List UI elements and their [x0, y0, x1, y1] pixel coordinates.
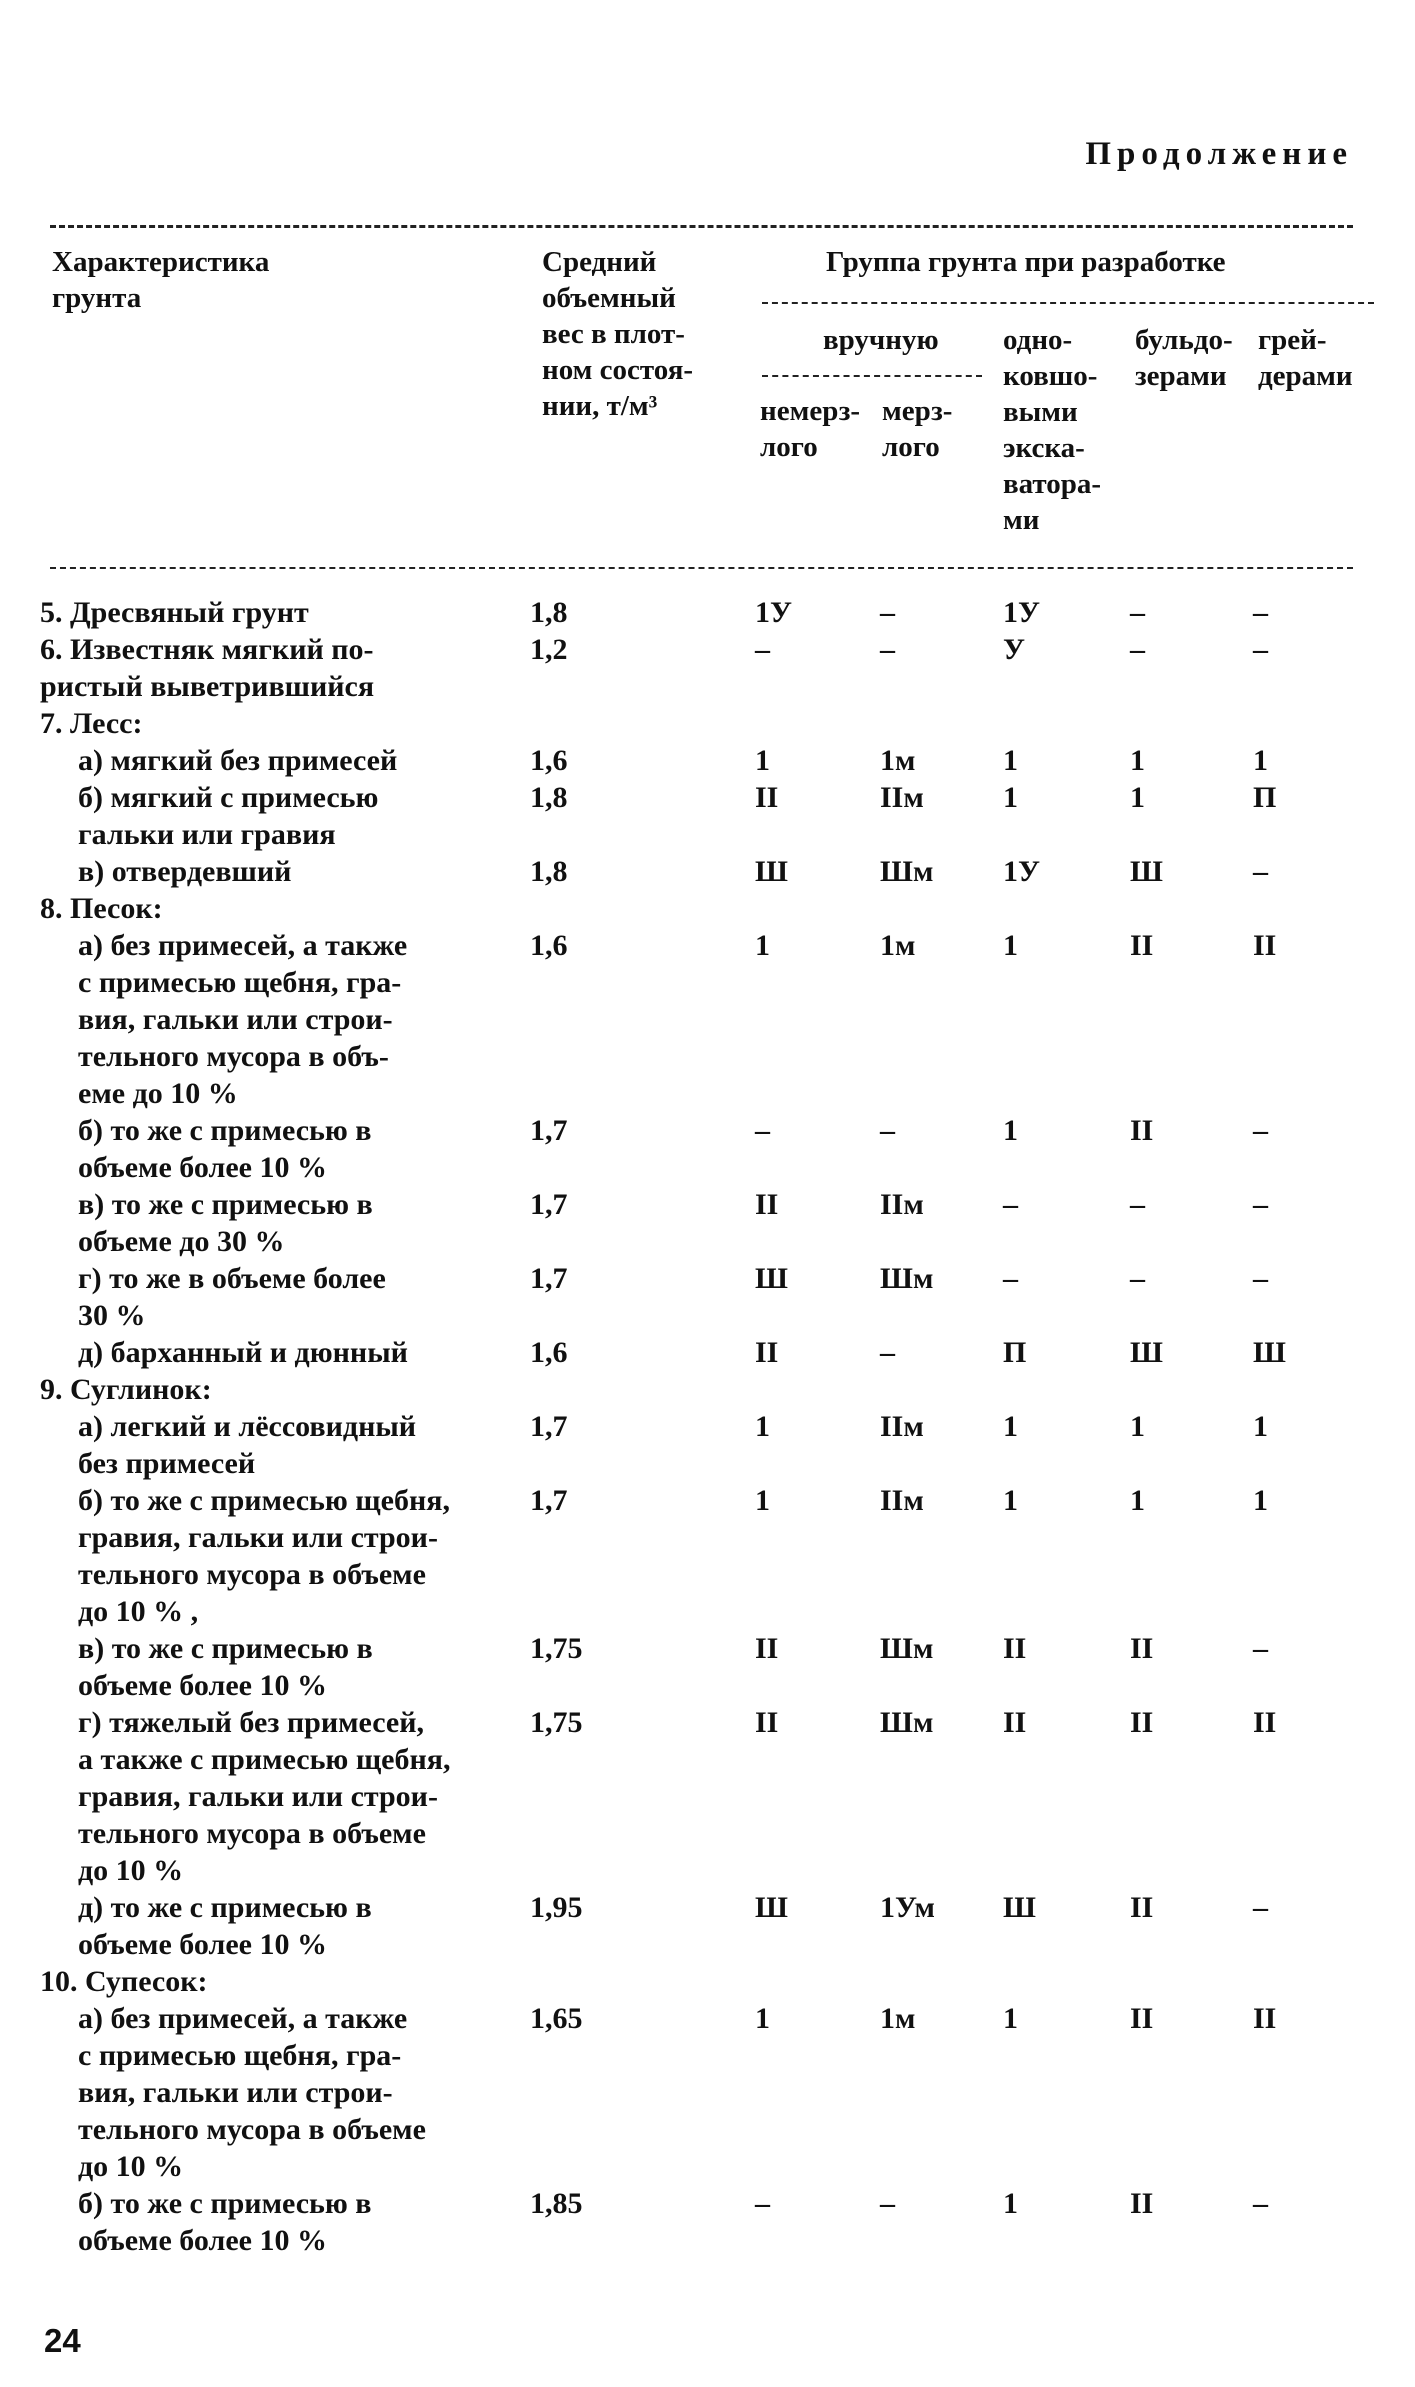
graders-cell: 1 [1253, 1484, 1268, 1517]
soil-characteristic-line: 10. Супесок: [40, 1965, 208, 1998]
soil-characteristic-line: вия, гальки или строи- [78, 1003, 393, 1036]
manual-frozen-cell: IIм [880, 1188, 924, 1221]
soil-characteristic-cell [78, 1186, 518, 1260]
soil-characteristic-line: а) без примесей, а также [78, 929, 408, 962]
bulldozers-cell: II [1130, 1891, 1154, 1924]
soil-characteristic-cell [78, 2185, 518, 2259]
header-characteristic: Характеристика грунта [52, 246, 270, 314]
bulldozers-cell: II [1130, 1114, 1154, 1147]
graders-cell: II [1253, 1706, 1277, 1739]
bulldozers-cell: II [1130, 2187, 1154, 2220]
manual-frozen-cell: 1м [880, 929, 916, 962]
bulldozers-cell: – [1130, 633, 1145, 666]
manual-frozen-cell: 1м [880, 2002, 916, 2035]
manual-frozen-cell: Шм [880, 1706, 934, 1739]
header-graders: грей- дерами [1258, 324, 1353, 392]
density-cell: 1,7 [530, 1484, 568, 1517]
manual-frozen-cell: Шм [880, 855, 934, 888]
soil-characteristic-line: д) барханный и дюнный [78, 1336, 408, 1369]
excavators-cell: Ш [1003, 1891, 1036, 1924]
soil-characteristic-cell [40, 1371, 510, 1408]
soil-characteristic-cell [78, 1260, 518, 1334]
bulldozers-cell: – [1130, 1188, 1145, 1221]
table-header-rule [50, 567, 1353, 569]
header-frozen: мерз- лого [882, 395, 953, 463]
graders-cell: II [1253, 2002, 1277, 2035]
soil-characteristic-cell [78, 1482, 518, 1630]
bulldozers-cell: II [1130, 2002, 1154, 2035]
manual-frozen-cell: IIм [880, 1410, 924, 1443]
manual-unfrozen-cell: II [755, 1632, 779, 1665]
graders-cell: – [1253, 855, 1268, 888]
graders-cell: 1 [1253, 744, 1268, 777]
manual-unfrozen-cell: 1 [755, 744, 770, 777]
soil-characteristic-line: а) легкий и лёссовидный [78, 1410, 417, 1443]
manual-frozen-cell: – [880, 1336, 895, 1369]
manual-unfrozen-cell: Ш [755, 1891, 788, 1924]
manual-unfrozen-cell: 1 [755, 2002, 770, 2035]
density-cell: 1,7 [530, 1262, 568, 1295]
soil-characteristic-line: ристый выветрившийся [40, 670, 375, 703]
manual-frozen-cell: Шм [880, 1262, 934, 1295]
soil-characteristic-line: тельного мусора в объеме [78, 2113, 426, 2146]
soil-characteristic-line: до 10 % [78, 1854, 184, 1887]
excavators-cell: П [1003, 1336, 1027, 1369]
soil-characteristic-line: объеме более 10 % [78, 1669, 327, 1702]
bulldozers-cell: Ш [1130, 1336, 1163, 1369]
manual-unfrozen-cell: – [755, 1114, 770, 1147]
excavators-cell: 1У [1003, 855, 1041, 888]
excavators-cell: II [1003, 1706, 1027, 1739]
bulldozers-cell: 1 [1130, 1410, 1145, 1443]
bulldozers-cell: II [1130, 929, 1154, 962]
soil-characteristic-line: г) то же в объеме более [78, 1262, 386, 1295]
density-cell: 1,85 [530, 2187, 583, 2220]
soil-characteristic-line: б) то же с примесью щебня, [78, 1484, 450, 1517]
soil-characteristic-line: 30 % [78, 1299, 146, 1332]
soil-characteristic-line: 6. Известняк мягкий по- [40, 633, 374, 666]
graders-cell: II [1253, 929, 1277, 962]
soil-characteristic-line: б) то же с примесью в [78, 2187, 372, 2220]
bulldozers-cell: 1 [1130, 781, 1145, 814]
manual-unfrozen-cell: 1 [755, 929, 770, 962]
density-cell: 1,75 [530, 1706, 583, 1739]
soil-characteristic-line: а) без примесей, а также [78, 2002, 408, 2035]
soil-characteristic-cell [78, 742, 518, 779]
soil-characteristic-line: объеме более 10 % [78, 2224, 327, 2257]
soil-characteristic-cell [40, 631, 510, 705]
soil-characteristic-cell [78, 927, 518, 1112]
soil-characteristic-cell [40, 594, 510, 631]
excavators-cell: – [1003, 1188, 1018, 1221]
soil-characteristic-line: до 10 % , [78, 1595, 199, 1628]
header-density: Средний объемный вес в плот- ном состоя- нии, т/м³ [542, 246, 694, 422]
manual-frozen-cell: Шм [880, 1632, 934, 1665]
density-cell: 1,7 [530, 1188, 568, 1221]
manual-frozen-cell: – [880, 633, 895, 666]
header-excavators: одно- ковшо- выми экска- ватора- ми [1003, 324, 1102, 536]
excavators-cell: 1 [1003, 2187, 1018, 2220]
soil-characteristic-line: в) то же с примесью в [78, 1188, 373, 1221]
density-cell: 1,6 [530, 929, 568, 962]
graders-cell: – [1253, 596, 1268, 629]
header-manual: вручную [823, 324, 939, 356]
manual-frozen-cell: IIм [880, 1484, 924, 1517]
header-bulldozers: бульдо- зерами [1135, 324, 1233, 392]
soil-characteristic-line: 5. Дресвяный грунт [40, 596, 309, 629]
soil-characteristic-cell [78, 1112, 518, 1186]
soil-characteristic-line: тельного мусора в объеме [78, 1817, 426, 1850]
excavators-cell: 1 [1003, 929, 1018, 962]
soil-characteristic-line: в) отвердевший [78, 855, 292, 888]
manual-unfrozen-cell: Ш [755, 855, 788, 888]
soil-characteristic-line: гравия, гальки или строи- [78, 1521, 438, 1554]
soil-characteristic-cell [78, 853, 518, 890]
graders-cell: – [1253, 2187, 1268, 2220]
excavators-cell: 1 [1003, 744, 1018, 777]
header-unfrozen: немерз- лого [760, 395, 860, 463]
excavators-cell: – [1003, 1262, 1018, 1295]
manual-unfrozen-cell: 1У [755, 596, 793, 629]
manual-frozen-cell: 1Ум [880, 1891, 935, 1924]
manual-frozen-cell: 1м [880, 744, 916, 777]
soil-characteristic-line: 8. Песок: [40, 892, 163, 925]
soil-characteristic-line: а также с примесью щебня, [78, 1743, 451, 1776]
manual-frozen-cell: IIм [880, 781, 924, 814]
density-cell: 1,65 [530, 2002, 583, 2035]
density-cell: 1,6 [530, 744, 568, 777]
manual-unfrozen-cell: II [755, 781, 779, 814]
manual-unfrozen-cell: – [755, 2187, 770, 2220]
soil-characteristic-cell [78, 2000, 518, 2185]
bulldozers-cell: II [1130, 1706, 1154, 1739]
manual-unfrozen-cell: II [755, 1336, 779, 1369]
manual-unfrozen-cell: II [755, 1188, 779, 1221]
bulldozers-cell: – [1130, 1262, 1145, 1295]
table-top-rule [50, 225, 1353, 228]
soil-characteristic-line: без примесей [78, 1447, 256, 1480]
soil-characteristic-line: гальки или гравия [78, 818, 336, 851]
soil-characteristic-line: объеме более 10 % [78, 1151, 327, 1184]
continuation-label: Продолжение [1085, 136, 1353, 172]
graders-cell: – [1253, 1632, 1268, 1665]
manual-unfrozen-cell: – [755, 633, 770, 666]
graders-cell: – [1253, 1114, 1268, 1147]
soil-characteristic-line: а) мягкий без примесей [78, 744, 398, 777]
soil-characteristic-line: тельного мусора в объеме [78, 1558, 426, 1591]
soil-characteristic-cell [78, 779, 518, 853]
soil-characteristic-line: с примесью щебня, гра- [78, 966, 402, 999]
graders-cell: – [1253, 1188, 1268, 1221]
excavators-cell: 1 [1003, 1114, 1018, 1147]
excavators-cell: 1 [1003, 2002, 1018, 2035]
density-cell: 1,6 [530, 1336, 568, 1369]
density-cell: 1,8 [530, 781, 568, 814]
soil-characteristic-line: 7. Лесс: [40, 707, 143, 740]
bulldozers-cell: Ш [1130, 855, 1163, 888]
graders-cell: П [1253, 781, 1277, 814]
graders-cell: 1 [1253, 1410, 1268, 1443]
soil-characteristic-line: 9. Суглинок: [40, 1373, 212, 1406]
density-cell: 1,95 [530, 1891, 583, 1924]
page-number: 24 [44, 2322, 81, 2359]
density-cell: 1,7 [530, 1410, 568, 1443]
density-cell: 1,8 [530, 855, 568, 888]
soil-characteristic-line: тельного мусора в объ- [78, 1040, 389, 1073]
graders-cell: Ш [1253, 1336, 1286, 1369]
excavators-cell: 1 [1003, 781, 1018, 814]
excavators-cell: 1У [1003, 596, 1041, 629]
header-group-rule [762, 302, 1374, 304]
soil-characteristic-cell [78, 1334, 518, 1371]
soil-characteristic-line: объеме до 30 % [78, 1225, 285, 1258]
soil-characteristic-cell [40, 1963, 510, 2000]
soil-characteristic-line: до 10 % [78, 2150, 184, 2183]
density-cell: 1,75 [530, 1632, 583, 1665]
density-cell: 1,2 [530, 633, 568, 666]
soil-characteristic-line: гравия, гальки или строи- [78, 1780, 438, 1813]
bulldozers-cell: – [1130, 596, 1145, 629]
manual-unfrozen-cell: 1 [755, 1410, 770, 1443]
soil-characteristic-line: г) тяжелый без примесей, [78, 1706, 425, 1739]
manual-unfrozen-cell: Ш [755, 1262, 788, 1295]
soil-characteristic-line: вия, гальки или строи- [78, 2076, 393, 2109]
manual-unfrozen-cell: 1 [755, 1484, 770, 1517]
soil-characteristic-cell [40, 705, 510, 742]
header-group: Группа грунта при разработке [826, 246, 1226, 278]
graders-cell: – [1253, 1891, 1268, 1924]
soil-characteristic-cell [78, 1889, 518, 1963]
soil-characteristic-cell [78, 1408, 518, 1482]
soil-characteristic-line: б) мягкий с примесью [78, 781, 379, 814]
soil-characteristic-cell [78, 1630, 518, 1704]
manual-frozen-cell: – [880, 596, 895, 629]
excavators-cell: У [1003, 633, 1026, 666]
bulldozers-cell: 1 [1130, 744, 1145, 777]
soil-characteristic-cell [40, 890, 510, 927]
graders-cell: – [1253, 1262, 1268, 1295]
excavators-cell: II [1003, 1632, 1027, 1665]
header-manual-rule [762, 375, 982, 377]
soil-characteristic-line: д) то же с примесью в [78, 1891, 372, 1924]
soil-characteristic-line: в) то же с примесью в [78, 1632, 373, 1665]
density-cell: 1,7 [530, 1114, 568, 1147]
excavators-cell: 1 [1003, 1410, 1018, 1443]
graders-cell: – [1253, 633, 1268, 666]
soil-characteristic-line: еме до 10 % [78, 1077, 238, 1110]
soil-characteristic-line: с примесью щебня, гра- [78, 2039, 402, 2072]
manual-frozen-cell: – [880, 1114, 895, 1147]
bulldozers-cell: II [1130, 1632, 1154, 1665]
density-cell: 1,8 [530, 596, 568, 629]
excavators-cell: 1 [1003, 1484, 1018, 1517]
soil-characteristic-line: б) то же с примесью в [78, 1114, 372, 1147]
bulldozers-cell: 1 [1130, 1484, 1145, 1517]
soil-characteristic-cell [78, 1704, 518, 1889]
manual-frozen-cell: – [880, 2187, 895, 2220]
soil-characteristic-line: объеме более 10 % [78, 1928, 327, 1961]
manual-unfrozen-cell: II [755, 1706, 779, 1739]
